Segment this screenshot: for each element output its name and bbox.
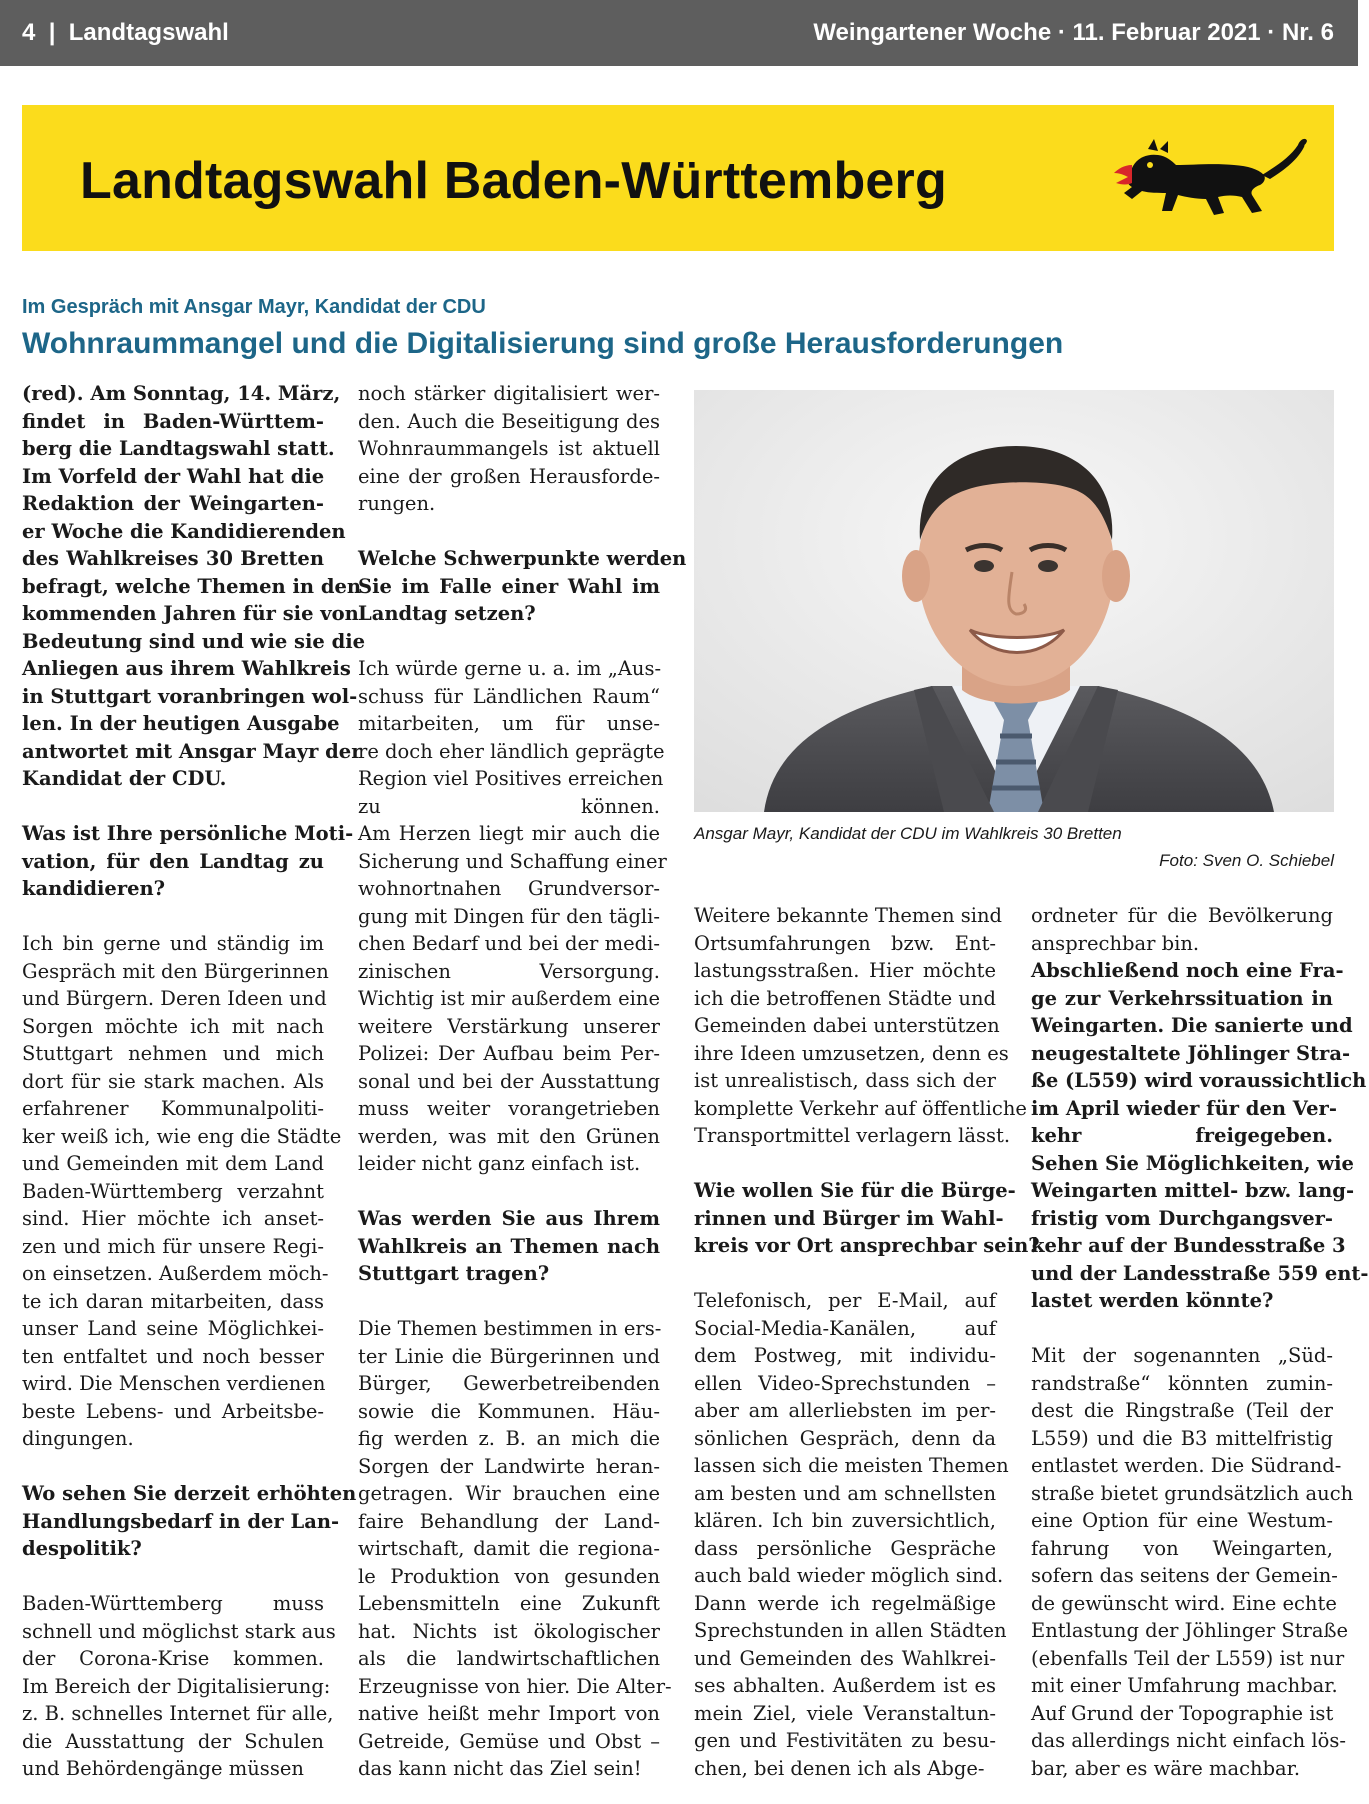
body-text-line: Bürger, Gewerbetreibenden [358,1372,660,1395]
body-text-line: und Gemeinden mit dem Land [22,1152,324,1175]
banner-title: Landtagswahl Baden-Württemberg [80,152,947,210]
question-text-line: findet in Baden-Württem- [22,409,324,433]
article-column-1 [22,380,366,1783]
body-text-line: le Produktion von gesunden [358,1564,660,1588]
photo-caption-block [694,820,1334,874]
article-column-4 [1031,902,1369,1782]
question-text-line: vation, für den Landtag zu [22,849,324,873]
body-text-line: Am Herzen liegt mir auch die [358,822,660,845]
paragraph-gap [22,793,324,821]
body-text-line: dort für sie stark machen. Als [22,1069,324,1093]
body-text-line: Wichtig ist mir außerdem eine [358,987,660,1010]
body-text-line: mit einer Umfahrung machbar. [1031,1674,1338,1697]
paragraph-gap [358,1178,660,1206]
paragraph-gap [22,1453,324,1481]
paragraph-gap [1031,1315,1333,1343]
body-text-line: straße bietet grundsätzlich auch [1031,1481,1354,1505]
question-text-line: kandidieren? [22,877,166,900]
body-text-line: dem Postweg, mit individu- [694,1344,996,1367]
body-text-line: re doch eher ländlich geprägte [358,739,665,763]
body-text-line: schnell und möglichst stark aus [22,1619,336,1643]
paragraph-gap [358,518,660,546]
body-text-line: unser Land seine Möglichkei- [22,1317,324,1340]
question-text-line: im April wieder für den Ver- [1031,1096,1337,1120]
question-text-line: Welche Schwerpunkte werden [358,547,687,570]
body-text-line: Transportmittel verlagern lässt. [694,1124,1011,1147]
question-text-line: (red). Am Sonntag, 14. März, [22,382,341,405]
body-text-line: komplette Verkehr auf öffentliche [694,1096,1027,1120]
body-text-line: rungen. [358,492,436,515]
publication-date: · 11. Februar 2021 [1057,19,1261,46]
body-text-line: Wohnraummangels ist aktuell [358,437,660,460]
publication-name: Weingartener Woche [813,19,1052,46]
body-text-line: Im Bereich der Digitalisierung: [22,1674,331,1698]
body-text-line: Auf Grund der Topographie ist [1031,1701,1334,1725]
question-text-line: befragt, welche Themen in den [22,574,362,598]
body-text-line: mitarbeiten, um für unse- [358,712,660,735]
page-number: 4 [22,19,36,46]
body-text-line: leider nicht ganz einfach ist. [358,1152,641,1175]
body-text-line: Social-Media-Kanälen, auf [694,1316,996,1340]
body-text-line: dass persönliche Gespräche [694,1536,996,1560]
body-text-line: Stuttgart nehmen und mich [22,1042,324,1065]
body-text-line: z. B. schnelles Internet für alle, [22,1702,334,1725]
body-text-line: ter Linie die Bürgerinnen und [358,1344,660,1368]
body-text-line: das allerdings nicht einfach lös- [1031,1729,1346,1752]
body-text-line: Lebensmitteln eine Zukunft [358,1592,660,1615]
body-text-line: eine Option für eine Westum- [1031,1509,1333,1532]
body-text-line: chen Bedarf und bei der medi- [358,932,660,955]
issue-number: · Nr. 6 [1267,19,1334,46]
lion-emblem-icon [1102,135,1307,225]
body-text-line: und Gemeinden des Wahlkrei- [694,1646,996,1670]
body-text-line: werden, was mit den Grünen [358,1124,660,1148]
body-text-line: Weitere bekannte Themen sind [694,904,1003,927]
question-text-line: kreis vor Ort ansprechbar sein? [694,1234,1040,1257]
body-text-line: der Corona-Krise kommen. [22,1647,324,1670]
body-text-line: sowie die Kommunen. Häu- [358,1399,660,1423]
body-text-line: ich die betroffenen Städte und [694,986,997,1010]
question-text-line: Anliegen aus ihrem Wahlkreis [22,657,351,680]
body-text-line: den. Auch die Beseitigung des [358,409,660,433]
body-text-line: Gespräch mit den Bürgerinnen [22,959,329,983]
body-text-line: zu können. [358,794,660,818]
body-text-line: lastungsstraßen. Hier möchte [694,959,996,982]
candidate-photo [694,390,1334,812]
photo-credit: Foto: Sven O. Schiebel [1159,851,1334,870]
photo-caption: Ansgar Mayr, Kandidat der CDU im Wahlkreis 30 Bretten [694,824,1122,843]
question-text-line: rinnen und Bürger im Wahl- [694,1206,1004,1230]
body-text-line: eine der großen Herausforde- [358,464,660,488]
body-text-line: beste Lebens- und Arbeitsbe- [22,1399,324,1423]
header-separator: | [48,19,56,46]
body-text-line: randstraße“ könnten zumin- [1031,1371,1333,1395]
article-kicker: Im Gespräch mit Ansgar Mayr, Kandidat der CDU [22,296,486,318]
section-banner [22,105,1334,251]
body-text-line: mein Ziel, viele Veranstaltun- [694,1701,996,1725]
body-text-line: (ebenfalls Teil der L559) ist nur [1031,1646,1345,1670]
body-text-line: Entlastung der Jöhlinger Straße [1031,1619,1349,1642]
body-text-line: erfahrener Kommunalpoliti- [22,1097,324,1120]
body-text-line: fahrung von Weingarten, [1031,1536,1333,1560]
question-text-line: Wo sehen Sie derzeit erhöhten [22,1482,357,1505]
body-text-line: Erzeugnisse von hier. Die Alter- [358,1674,672,1698]
body-text-line: wird. Die Menschen verdienen [22,1372,326,1395]
body-text-line: ist unrealistisch, dass sich der [694,1069,996,1092]
body-text-line: ten entfaltet und noch besser [22,1344,324,1368]
body-text-line: am besten und am schnellsten [694,1481,996,1505]
paragraph-gap [694,1260,996,1288]
question-text-line: despolitik? [22,1537,142,1560]
body-text-line: Polizei: Der Aufbau beim Per- [358,1042,660,1065]
body-text-line: weitere Verstärkung unserer [358,1014,660,1038]
question-text-line: Redaktion der Weingarten- [22,492,324,515]
question-text-line: des Wahlkreises 30 Bretten [22,547,324,570]
body-text-line: native heißt mehr Import von [358,1702,660,1725]
body-text-line: ansprechbar bin. [1031,931,1200,955]
question-text-line: Im Vorfeld der Wahl hat die [22,464,325,488]
body-text-line: sofern das seitens der Gemein- [1031,1564,1338,1587]
body-text-line: Mit der sogenannten „Süd- [1031,1344,1333,1367]
question-text-line: Stuttgart tragen? [358,1262,550,1285]
question-text-line: Sie im Falle einer Wahl im [358,574,660,598]
body-text-line: noch stärker digitalisiert wer- [358,382,660,405]
body-text-line: ordneter für die Bevölkerung [1031,904,1333,927]
body-text-line: zen und mich für unsere Regi- [22,1234,324,1258]
question-text-line: Weingarten mittel- bzw. lang- [1031,1179,1355,1202]
body-text-line: zinischen Versorgung. [358,959,660,983]
paragraph-gap [358,628,660,656]
question-text-line: ße (L559) wird voraussichtlich [1031,1069,1367,1092]
question-text-line: Wie wollen Sie für die Bürge- [694,1179,1016,1202]
body-text-line: wirtschaft, damit die regiona- [358,1537,660,1560]
body-text-line: und Behördengänge müssen [22,1757,304,1780]
body-text-line: chen, bei denen ich als Abge- [694,1756,985,1780]
question-text-line: Was ist Ihre persönliche Moti- [22,822,354,845]
question-text-line: Bedeutung sind und wie sie die [22,629,366,653]
body-text-line: Ich würde gerne u. a. im „Aus- [358,657,662,680]
question-text-line: berg die Landtagswahl statt. [22,437,335,460]
body-text-line: te ich daran mitarbeiten, dass [22,1289,324,1313]
body-text-line: Dann werde ich regelmäßige [694,1591,996,1615]
question-text-line: Landtag setzen? [358,602,536,625]
question-text-line: kehr auf der Bundesstraße 3 [1031,1234,1346,1257]
body-text-line: Die Themen bestimmen in ers- [358,1317,662,1340]
body-text-line: on einsetzen. Außerdem möch- [22,1262,329,1285]
paragraph-gap [22,1563,324,1591]
body-text-line: Sorgen der Landwirte heran- [358,1454,660,1478]
body-text-line: ihre Ideen umzusetzen, denn es [694,1041,1009,1065]
body-text-line: Baden-Württemberg verzahnt [22,1179,324,1203]
body-text-line: gung mit Dingen für den tägli- [358,904,660,928]
body-text-line: bar, aber es wäre machbar. [1031,1756,1301,1780]
body-text-line: fig werden z. B. an mich die [358,1427,660,1450]
question-text-line: kommenden Jahren für sie von [22,602,359,625]
body-text-line: L559) und die B3 mittelfristig [1031,1426,1333,1450]
question-text-line: len. In der heutigen Ausgabe [22,712,340,735]
body-text-line: und Bürgern. Deren Ideen und [22,987,327,1010]
body-text-line: schuss für Ländlichen Raum“ [358,684,660,708]
question-text-line: Wahlkreis an Themen nach [358,1234,660,1258]
body-text-line: lassen sich die meisten Themen [694,1454,1009,1477]
publication-info [813,19,1334,47]
body-text-line: entlastet werden. Die Südrand- [1031,1454,1342,1477]
question-text-line: Handlungsbedarf in der Lan- [22,1509,340,1533]
body-text-line: Telefonisch, per E-Mail, auf [694,1289,996,1312]
body-text-line: das kann nicht das Ziel sein! [358,1757,642,1780]
body-text-line: Getreide, Gemüse und Obst – [358,1729,660,1753]
page-header-bar [0,0,1358,66]
question-text-line: er Woche die Kandidierenden [22,519,346,543]
question-text-line: antwortet mit Ansgar Mayr der [22,739,362,763]
body-text-line: ses abhalten. Außerdem ist es [694,1674,996,1697]
article-column-3 [694,902,1040,1782]
body-text-line: gen und Festivitäten zu besu- [694,1729,996,1752]
question-text-line: ge zur Verkehrssituation in [1031,986,1333,1010]
question-text-line: Kandidat der CDU. [22,767,227,790]
body-text-line: Sprechstunden in allen Städten [694,1619,1007,1642]
body-text-line: muss weiter vorangetrieben [358,1097,660,1120]
body-text-line: Baden-Württemberg muss [22,1592,324,1615]
body-text-line: ker weiß ich, wie eng die Städte [22,1124,342,1148]
body-text-line: die Ausstattung der Schulen [22,1729,324,1753]
body-text-line: als die landwirtschaftlichen [358,1647,660,1670]
body-text-line: Ortsumfahrungen bzw. Ent- [694,931,996,955]
body-text-line: hat. Nichts ist ökologischer [358,1619,660,1643]
question-text-line: und der Landesstraße 559 ent- [1031,1261,1369,1285]
body-text-line: getragen. Wir brauchen eine [358,1482,660,1505]
body-text-line: Gemeinden dabei unterstützen [694,1014,1000,1037]
body-text-line: faire Behandlung der Land- [358,1509,660,1533]
body-text-line: sonal und bei der Ausstattung [358,1069,660,1093]
question-text-line: fristig vom Durchgangsver- [1031,1206,1333,1230]
question-text-line: Abschließend noch eine Fra- [1031,959,1344,982]
question-text-line: Was werden Sie aus Ihrem [358,1207,660,1230]
question-text-line: in Stuttgart voranbringen wol- [22,684,358,708]
body-text-line: Ich bin gerne und ständig im [22,932,324,955]
paragraph-gap [694,1150,996,1178]
body-text-line: sönlichen Gespräch, denn da [694,1426,996,1450]
paragraph-gap [22,903,324,931]
body-text-line: klären. Ich bin zuversichtlich, [694,1509,996,1532]
body-text-line: dest die Ringstraße (Teil der [1031,1399,1333,1422]
body-text-line: aber am allerliebsten im per- [694,1399,996,1422]
article-column-2 [358,380,687,1783]
section-name: Landtagswahl [68,19,229,46]
paragraph-gap [358,1288,660,1316]
body-text-line: dingungen. [22,1427,134,1450]
question-text-line: Sehen Sie Möglichkeiten, wie [1031,1151,1354,1175]
question-text-line: kehr freigegeben. [1031,1124,1333,1147]
body-text-line: ellen Video-Sprechstunden – [694,1371,996,1395]
question-text-line: lastet werden könnte? [1031,1289,1274,1312]
body-text-line: wohnortnahen Grundversor- [358,877,660,900]
body-text-line: Region viel Positives erreichen [358,767,664,790]
body-text-line: auch bald wieder möglich sind. [694,1564,1004,1587]
question-text-line: Weingarten. Die sanierte und [1031,1014,1353,1037]
question-text-line: neugestaltete Jöhlinger Stra- [1031,1041,1351,1065]
body-text-line: Sorgen möchte ich mit nach [22,1014,324,1038]
candidate-portrait-image [694,390,1334,812]
body-text-line: Sicherung und Schaffung einer [358,849,667,873]
body-text-line: sind. Hier möchte ich anset- [22,1207,324,1230]
page-section-label [22,19,229,47]
article-headline: Wohnraummangel und die Digitalisierung sind große Herausforderungen [22,327,1064,360]
body-text-line: de gewünscht wird. Eine echte [1031,1591,1337,1615]
